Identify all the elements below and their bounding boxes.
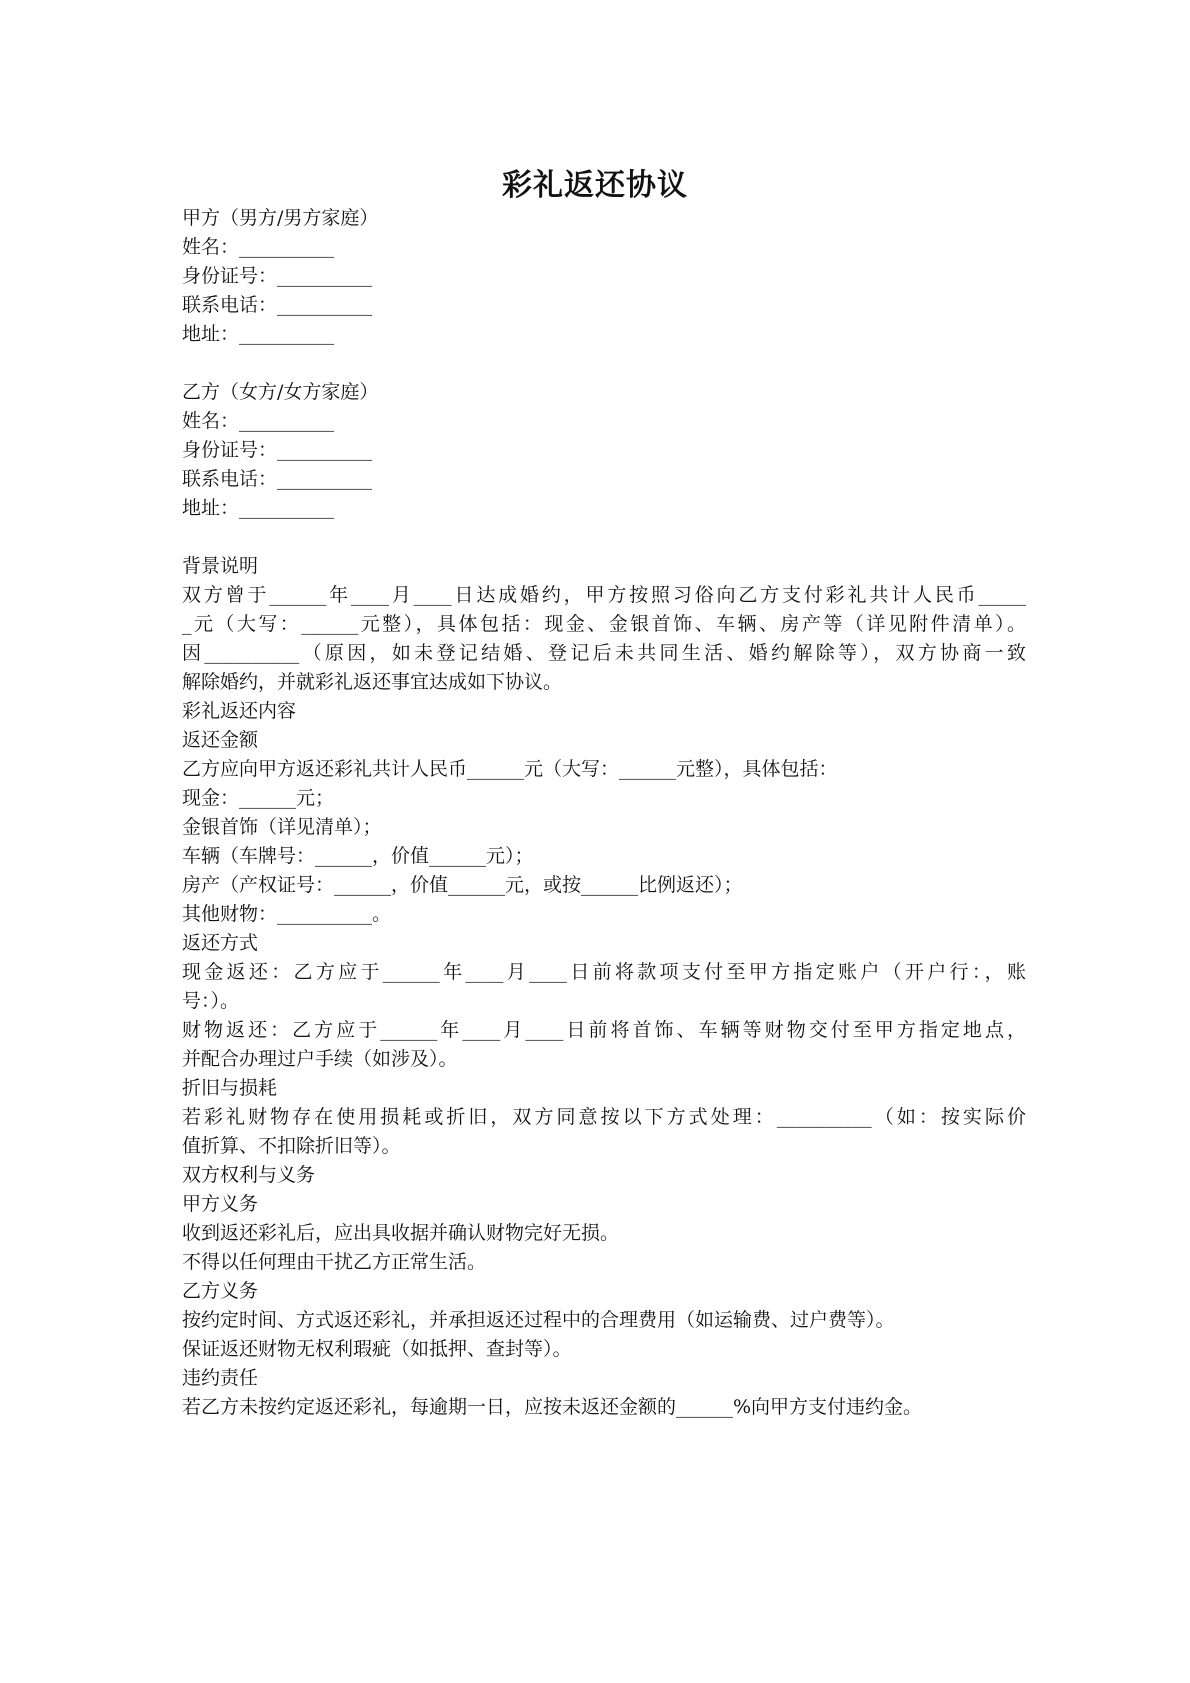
background-line: _元（大写：______元整），具体包括：现金、金银首饰、车辆、房产等（详见附件清单）。 bbox=[182, 613, 1026, 635]
document-title: 彩礼返还协议 bbox=[502, 168, 688, 203]
party-b-heading: 乙方（女方/女方家庭） bbox=[182, 381, 379, 403]
party-a-obligations-heading: 甲方义务 bbox=[182, 1193, 259, 1215]
return-amount-line: 乙方应向甲方返还彩礼共计人民币______元（大写：______元整），具体包括： bbox=[182, 758, 838, 780]
return-content-heading: 彩礼返还内容 bbox=[182, 700, 297, 722]
depreciation-line: 值折算、不扣除折旧等）。 bbox=[182, 1135, 401, 1157]
party-a-obligation: 收到返还彩礼后，应出具收据并确认财物完好无损。 bbox=[182, 1222, 620, 1244]
party-a-name: 姓名：__________ bbox=[182, 236, 335, 258]
return-method-line: 现金返还：乙方应于______年____月____日前将款项支付至甲方指定账户（开户行：，账 bbox=[182, 961, 1026, 983]
party-a-obligation: 不得以任何理由干扰乙方正常生活。 bbox=[182, 1251, 487, 1273]
party-a-heading: 甲方（男方/男方家庭） bbox=[182, 207, 379, 229]
party-a-id-number: 身份证号：__________ bbox=[182, 265, 373, 287]
party-b-obligation: 保证返还财物无权利瑕疵（如抵押、查封等）。 bbox=[182, 1338, 572, 1360]
return-method-line: 财物返还：乙方应于______年____月____日前将首饰、车辆等财物交付至甲方指定地点， bbox=[182, 1019, 1026, 1041]
depreciation-line: 若彩礼财物存在使用损耗或折旧，双方同意按以下方式处理：__________（如：按实际价 bbox=[182, 1106, 1026, 1128]
return-method-heading: 返还方式 bbox=[182, 932, 259, 954]
party-b-obligation: 按约定时间、方式返还彩礼，并承担返还过程中的合理费用（如运输费、过户费等）。 bbox=[182, 1309, 895, 1331]
party-a-phone: 联系电话：__________ bbox=[182, 294, 373, 316]
background-line: 因__________（原因，如未登记结婚、登记后未共同生活、婚约解除等），双方协商一致 bbox=[182, 642, 1026, 664]
return-method-line: 号：）。 bbox=[182, 990, 240, 1012]
return-amount-line: 车辆（车牌号：______，价值______元）； bbox=[182, 845, 534, 867]
rights-heading: 双方权利与义务 bbox=[182, 1164, 316, 1186]
background-line: 双方曾于______年____月____日达成婚约，甲方按照习俗向乙方支付彩礼共计人民币_____ bbox=[182, 584, 1026, 606]
return-amount-line: 其他财物：__________。 bbox=[182, 903, 392, 925]
return-method-line: 并配合办理过户手续（如涉及）。 bbox=[182, 1048, 458, 1070]
background-line: 解除婚约，并就彩礼返还事宜达成如下协议。 bbox=[182, 671, 563, 693]
breach-heading: 违约责任 bbox=[182, 1367, 259, 1389]
return-amount-line: 现金：______元； bbox=[182, 787, 335, 809]
return-amount-line: 房产（产权证号：______，价值______元，或按______比例返还）； bbox=[182, 874, 743, 896]
party-b-address: 地址：__________ bbox=[182, 497, 335, 519]
party-b-id-number: 身份证号：__________ bbox=[182, 439, 373, 461]
return-amount-line: 金银首饰（详见清单）； bbox=[182, 816, 382, 838]
depreciation-heading: 折旧与损耗 bbox=[182, 1077, 278, 1099]
party-b-name: 姓名：__________ bbox=[182, 410, 335, 432]
party-b-phone: 联系电话：__________ bbox=[182, 468, 373, 490]
return-amount-heading: 返还金额 bbox=[182, 729, 259, 751]
breach-line: 若乙方未按约定返还彩礼，每逾期一日，应按未返还金额的______%向甲方支付违约金。 bbox=[182, 1396, 923, 1418]
background-heading: 背景说明 bbox=[182, 555, 259, 577]
party-a-address: 地址：__________ bbox=[182, 323, 335, 345]
party-b-obligations-heading: 乙方义务 bbox=[182, 1280, 259, 1302]
